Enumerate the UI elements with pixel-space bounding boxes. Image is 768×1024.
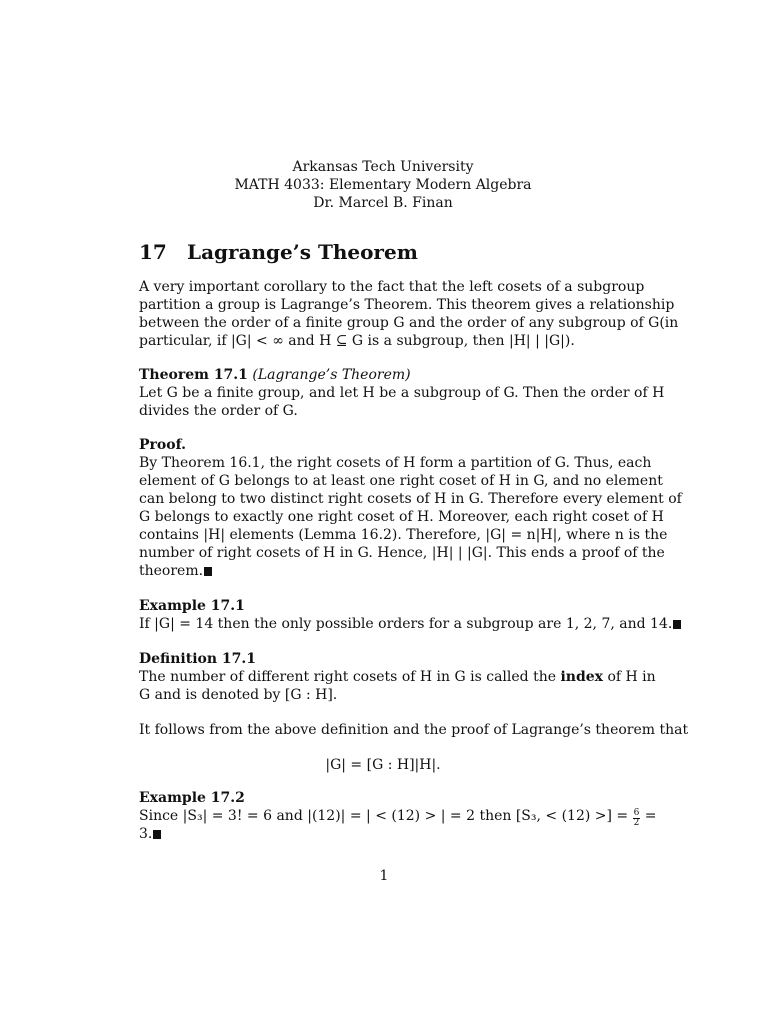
header-course: MATH 4033: Elementary Modern Algebra xyxy=(234,177,532,193)
example1-line xyxy=(139,615,681,633)
example1-label: Example 17.1 xyxy=(139,598,245,614)
definition-label: Definition 17.1 xyxy=(139,651,256,667)
theorem-line: divides the order of G. xyxy=(139,403,298,419)
definition-term-index: index xyxy=(560,669,603,685)
proof-line: can belong to two distinct right cosets of H in G. Therefore every element of xyxy=(139,491,682,507)
header-university: Arkansas Tech University xyxy=(292,159,474,175)
fraction-numerator: 6 xyxy=(633,808,640,818)
qed-square-icon xyxy=(204,567,212,576)
section-number: 17 xyxy=(139,240,167,264)
definition-text: of H in xyxy=(603,669,656,685)
example2-text: Since |S₃| = 3! = 6 and |(12)| = | < (12) > | = 2 then [S₃, < (12) >] = xyxy=(139,808,633,824)
definition-line xyxy=(139,668,656,686)
theorem-label: Theorem 17.1 xyxy=(139,367,248,383)
page-number: 1 xyxy=(379,868,389,884)
section-heading xyxy=(139,240,418,264)
theorem-line: Let G be a finite group, and let H be a subgroup of G. Then the order of H xyxy=(139,385,665,401)
intro-line: particular, if |G| < ∞ and H ⊆ G is a subgroup, then |H| | |G|). xyxy=(139,333,575,349)
example2-text: = xyxy=(640,808,657,824)
proof-line: contains |H| elements (Lemma 16.2). Therefore, |G| = n|H|, where n is the xyxy=(139,527,668,543)
example2-line xyxy=(139,825,161,843)
example2-text: 3. xyxy=(139,826,153,842)
proof-label: Proof. xyxy=(139,437,186,453)
qed-square-icon xyxy=(673,620,681,629)
proof-line: By Theorem 16.1, the right cosets of H form a partition of G. Thus, each xyxy=(139,455,652,471)
intro-line: A very important corollary to the fact that the left cosets of a subgroup xyxy=(139,279,645,295)
example2-line xyxy=(139,807,657,828)
proof-line: element of G belongs to at least one right coset of H in G, and no element xyxy=(139,473,663,489)
definition-text: The number of different right cosets of H in G is called the xyxy=(139,669,561,685)
example1-text: If |G| = 14 then the only possible orders for a subgroup are 1, 2, 7, and 14. xyxy=(139,616,673,632)
display-equation: |G| = [G : H]|H|. xyxy=(325,757,441,773)
definition-line: G and is denoted by [G : H]. xyxy=(139,687,338,703)
proof-last-line xyxy=(139,562,212,580)
intro-line: partition a group is Lagrange’s Theorem. This theorem gives a relationship xyxy=(139,297,675,313)
theorem-heading xyxy=(139,366,411,384)
follows-text: It follows from the above definition and the proof of Lagrange’s theorem that xyxy=(139,722,689,738)
header-author: Dr. Marcel B. Finan xyxy=(313,195,453,211)
example2-label: Example 17.2 xyxy=(139,790,245,806)
proof-line: G belongs to exactly one right coset of H. Moreover, each right coset of H xyxy=(139,509,664,525)
proof-line: number of right cosets of H in G. Hence, |H| | |G|. This ends a proof of the xyxy=(139,545,665,561)
section-title: Lagrange’s Theorem xyxy=(187,240,418,264)
theorem-name: (Lagrange’s Theorem) xyxy=(252,367,411,383)
qed-square-icon xyxy=(153,830,161,839)
proof-line: theorem. xyxy=(139,563,204,579)
fraction-denominator: 2 xyxy=(633,818,640,828)
intro-line: between the order of a finite group G and the order of any subgroup of G(in xyxy=(139,315,679,331)
